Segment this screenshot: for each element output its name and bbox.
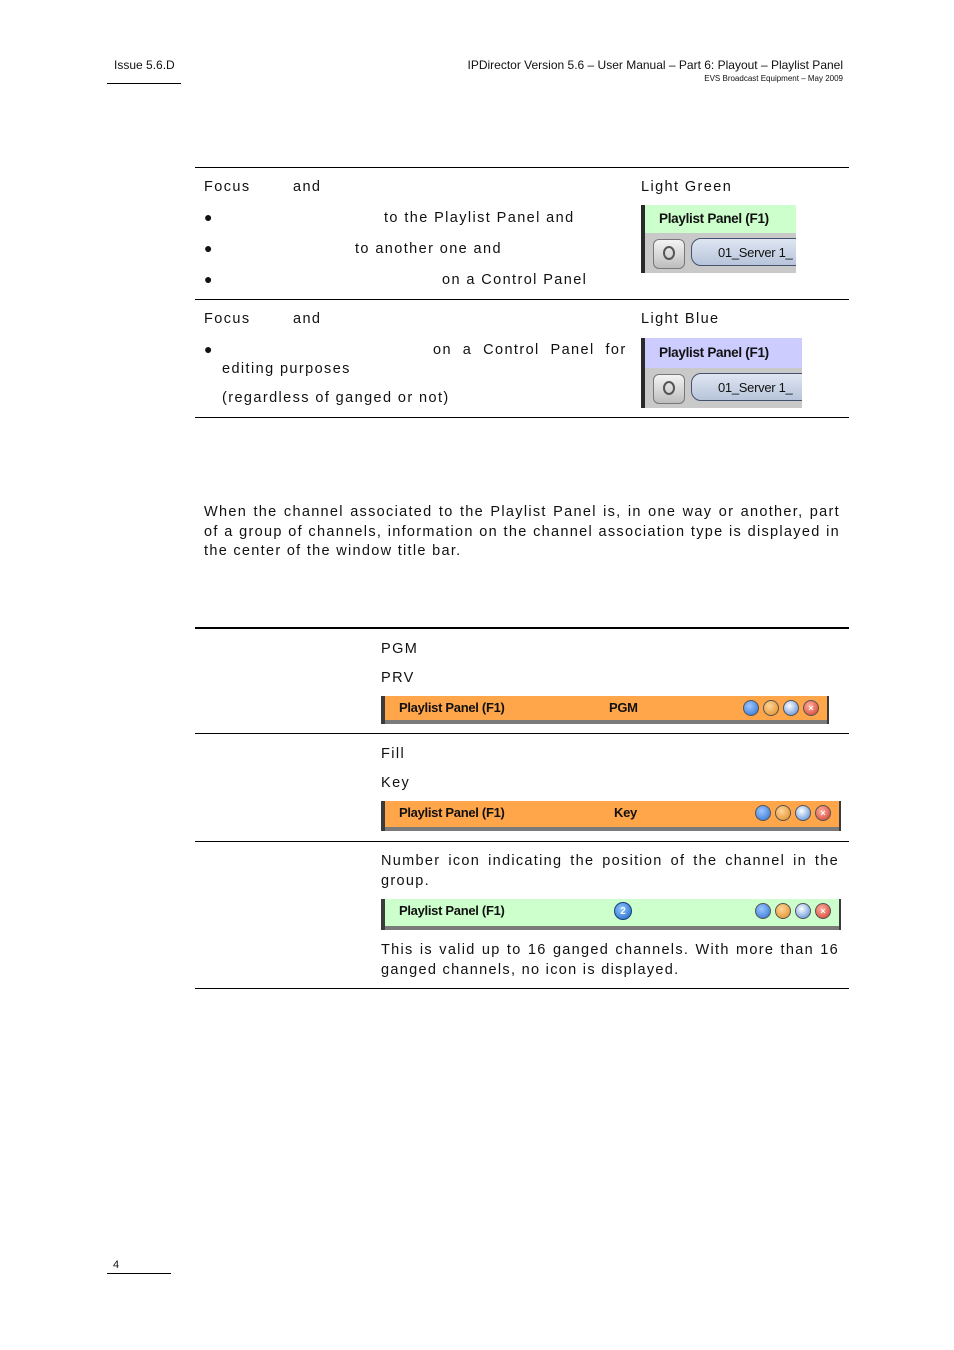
clock-icon (653, 374, 685, 404)
bullet-text-continued: editing purposes (222, 361, 351, 377)
header-divider (107, 83, 181, 84)
window-buttons (755, 805, 831, 821)
page-number: 4 (113, 1259, 120, 1271)
bullet-text: to another one and (355, 241, 502, 257)
maximize-icon (783, 700, 799, 716)
ganged-note: (regardless of ganged or not) (222, 390, 450, 406)
table-rule (195, 627, 849, 629)
group-position-number-icon: 2 (614, 902, 632, 920)
green-title-screenshot (641, 205, 796, 273)
bullet-icon: ● (204, 341, 213, 357)
window-buttons (755, 903, 831, 919)
bar-title: Playlist Panel (F1) (399, 903, 505, 918)
minimize-icon (755, 903, 771, 919)
color-label-green: Light Green (641, 179, 733, 195)
table-rule (195, 733, 849, 734)
screenshot-title: Playlist Panel (F1) (645, 205, 796, 233)
and-label: and (293, 179, 322, 195)
options-icon (763, 700, 779, 716)
bar-title: Playlist Panel (F1) (399, 700, 505, 715)
bullet-text: on a Control Panel for (433, 342, 627, 358)
server-field: 01_Server 1_ (691, 238, 796, 266)
key-title-bar-screenshot (381, 801, 841, 831)
bar-bottom-edge (385, 827, 839, 831)
bullet-icon: ● (204, 209, 213, 225)
maximize-icon (795, 903, 811, 919)
bar-center-label: PGM (609, 700, 638, 715)
focus-label: Focus (204, 311, 251, 327)
color-label-blue: Light Blue (641, 311, 720, 327)
close-icon: × (815, 903, 831, 919)
maximize-icon (795, 805, 811, 821)
and-label: and (293, 311, 322, 327)
bullet-text: on a Control Panel (442, 272, 588, 288)
focus-label: Focus (204, 179, 251, 195)
pgm-title-bar-screenshot (381, 696, 829, 724)
bar-center-label: Key (614, 805, 637, 820)
bullet-text: to the Playlist Panel and (384, 210, 575, 226)
pgm-label: PGM (381, 641, 419, 657)
ganged-title-bar-screenshot (381, 899, 841, 930)
close-icon: × (815, 805, 831, 821)
prv-label: PRV (381, 670, 415, 686)
options-icon (775, 903, 791, 919)
bullet-icon: ● (204, 271, 213, 287)
footer-divider (107, 1273, 171, 1274)
screenshot-toolbar (645, 233, 796, 273)
bar-bottom-edge (385, 926, 839, 930)
bar-title: Playlist Panel (F1) (399, 805, 505, 820)
clock-icon (653, 239, 685, 269)
screenshot-toolbar (645, 368, 802, 408)
document-title: IPDirector Version 5.6 – User Manual – Part 6: Playout – Playlist Panel (467, 58, 843, 72)
table-rule (195, 167, 849, 168)
key-label: Key (381, 775, 411, 791)
window-buttons (743, 700, 819, 716)
close-icon: × (803, 700, 819, 716)
table-rule (195, 417, 849, 418)
table-rule (195, 299, 849, 300)
blue-title-screenshot (641, 338, 802, 408)
bar-bottom-edge (385, 720, 827, 724)
association-paragraph: When the channel associated to the Playlist Panel is, in one way or another, part of a group of channels, information on the channel association type is displayed in the center of the window title bar. (204, 504, 840, 559)
table-rule (195, 841, 849, 842)
table-rule (195, 988, 849, 989)
server-field: 01_Server 1_ (691, 373, 802, 401)
ganged-limit-note: This is valid up to 16 ganged channels. With more than 16 ganged channels, no icon is displayed. (381, 942, 839, 978)
options-icon (775, 805, 791, 821)
bullet-icon: ● (204, 240, 213, 256)
fill-label: Fill (381, 746, 406, 762)
screenshot-title: Playlist Panel (F1) (645, 338, 802, 368)
number-icon-description: Number icon indicating the position of the channel in the group. (381, 853, 839, 889)
minimize-icon (755, 805, 771, 821)
document-subtitle: EVS Broadcast Equipment – May 2009 (704, 74, 843, 83)
minimize-icon (743, 700, 759, 716)
issue-label: Issue 5.6.D (114, 58, 175, 72)
